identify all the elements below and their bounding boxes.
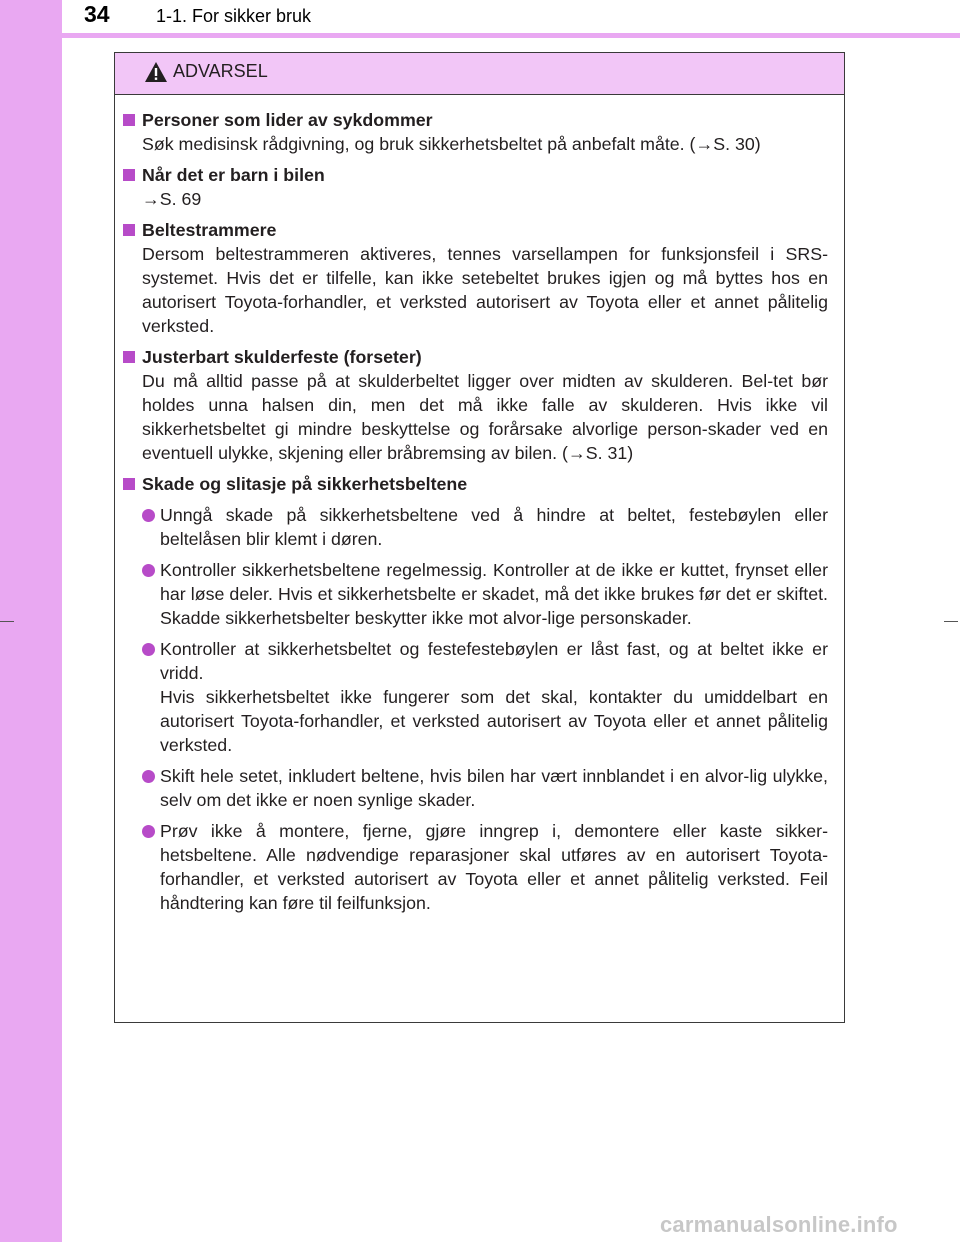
section-text: Søk medisinsk rådgivning, og bruk sikkerhetsbeltet på anbefalt måte. (→S. 30) — [142, 134, 761, 154]
list-item — [142, 503, 828, 551]
crop-mark-left — [0, 621, 14, 622]
list-item — [142, 764, 828, 812]
header-rule — [62, 33, 960, 38]
page-number: 34 — [84, 1, 110, 27]
list-item-text: Unngå skade på sikkerhetsbeltene ved å hindre at beltet, festebøylen eller beltelåsen blir klemt i døren. — [160, 505, 828, 549]
warning-body — [115, 95, 844, 915]
section-text: Dersom beltestrammeren aktiveres, tennes varsellampen for funksjonsfeil i SRS-systemet. Hvis det er tilfelle, kan ikke setebeltet brukes igjen og må byttes hos en autorisert Toyota-forhandler, et verksted autorisert av Toyota eller et annet pålitelig verksted. — [142, 244, 828, 336]
list-item-text: Prøv ikke å montere, fjerne, gjøre inngrep i, demontere eller kaste sikker-hetsbeltene. Alle nødvendige reparasjoner skal utføres av en autorisert Toyota-forhandler, et verksted autorisert av Toyota eller et annet pålitelig verksted. Feil håndtering kan føre til feilfunksjon. — [160, 821, 828, 913]
list-item — [142, 819, 828, 915]
section-heading: Personer som lider av sykdommer — [142, 110, 433, 130]
section-heading: Skade og slitasje på sikkerhetsbeltene — [142, 474, 468, 494]
round-bullet-icon — [142, 643, 155, 656]
list-item-text: Kontroller sikkerhetsbeltene regelmessig. Kontroller at de ikke er kuttet, frynset eller har løse deler. Hvis et sikkerhetsbelte er skadet, må det ikke brukes før det er skiftet. Skadde sikkerhetsbelter beskytter ikke mot alvor-lige personskader. — [160, 560, 828, 628]
round-bullet-icon — [142, 825, 155, 838]
square-bullet-icon — [123, 169, 135, 181]
warning-label: ADVARSEL — [173, 61, 268, 81]
warning-triangle-icon — [144, 61, 168, 83]
section-text: →S. 69 — [142, 189, 202, 209]
list-item-text: Kontroller at sikkerhetsbeltet og festefestebøylen er låst fast, og at beltet ikke er vridd. — [160, 639, 828, 683]
list-item-text-continued: Hvis sikkerhetsbeltet ikke fungerer som det skal, kontakter du umiddelbart en autorisert Toyota-forhandler, et verksted autorisert av Toyota eller et annet pålitelig verksted. — [160, 687, 828, 755]
section-skade-slitasje — [123, 472, 828, 915]
list-item-text: Skift hele setet, inkludert beltene, hvis bilen har vært innblandet i en alvor-lig ulykke, selv om det ikke er noen synlige skader. — [160, 766, 828, 810]
section-heading: Når det er barn i bilen — [142, 165, 325, 185]
section-beltestrammere — [123, 218, 828, 338]
section-title: 1-1. For sikker bruk — [156, 6, 312, 26]
section-text: Du må alltid passe på at skulderbeltet ligger over midten av skulderen. Bel-tet bør holdes unna halsen din, men det må ikke falle av skulderen. Hvis ikke vil sikkerhetsbeltet gi mindre beskyttelse og forårsake alvorlige person-skader ved en eventuell ulykke, skjening eller bråbremsing av bilen. (→S. 31) — [142, 371, 828, 463]
list-item — [142, 637, 828, 757]
round-bullet-icon — [142, 509, 155, 522]
round-bullet-icon — [142, 770, 155, 783]
list-item — [142, 558, 828, 630]
warning-header — [115, 53, 844, 95]
section-heading: Beltestrammere — [142, 220, 277, 240]
square-bullet-icon — [123, 224, 135, 236]
section-sykdommer — [123, 108, 828, 156]
section-heading: Justerbart skulderfeste (forseter) — [142, 347, 422, 367]
crop-mark-right — [944, 621, 958, 622]
section-skulderfeste — [123, 345, 828, 465]
watermark: carmanualsonline.info — [660, 1212, 898, 1237]
square-bullet-icon — [123, 114, 135, 126]
square-bullet-icon — [123, 351, 135, 363]
round-bullet-icon — [142, 564, 155, 577]
square-bullet-icon — [123, 478, 135, 490]
section-barn — [123, 163, 828, 211]
warning-box — [114, 52, 845, 1023]
